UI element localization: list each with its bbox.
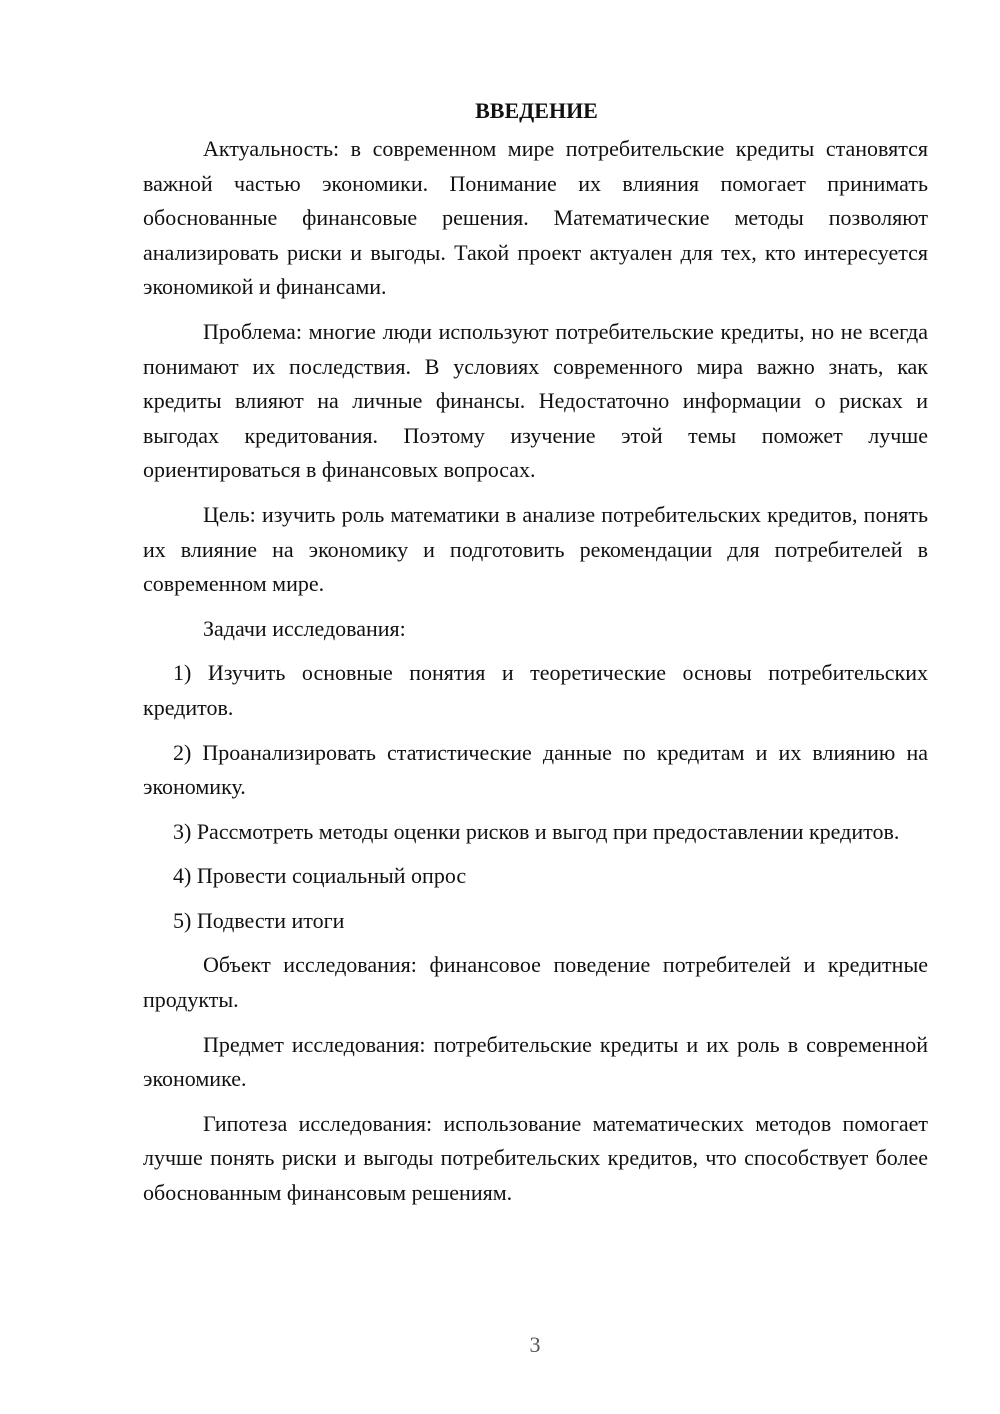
list-item: 4) Провести социальный опрос bbox=[173, 863, 467, 889]
document-page bbox=[143, 94, 928, 1221]
tasks-heading: Задачи исследования: bbox=[203, 615, 406, 641]
list-item: 5) Подвести итоги bbox=[173, 907, 345, 933]
page-number: 3 bbox=[529, 1332, 541, 1357]
paragraph-relevance: Актуальность: в современном мире потребительские кредиты становятся важной частью экономики. Понимание их влияния помогает принимать обоснованные финансовые решения. Математические методы позволяют анализировать риски и выгоды. Такой проект актуален для тех, кто интересуется экономикой и финансами. bbox=[143, 136, 928, 300]
list-item: 3) Рассмотреть методы оценки рисков и выгод при предоставлении кредитов. bbox=[173, 818, 900, 844]
paragraph-goal: Цель: изучить роль математики в анализе потребительских кредитов, понять их влияние на экономику и подготовить рекомендации для потребителей в современном мире. bbox=[143, 501, 928, 597]
tasks-list bbox=[143, 656, 928, 938]
page-title: ВВЕДЕНИЕ bbox=[475, 98, 598, 123]
paragraph-hypothesis: Гипотеза исследования: использование математических методов помогает лучше понять риски и выгоды потребительских кредитов, что способствует более обоснованным финансовым решениям. bbox=[143, 1110, 928, 1206]
paragraph-subject: Предмет исследования: потребительские кредиты и их роль в современной экономике. bbox=[143, 1031, 928, 1092]
paragraph-problem: Проблема: многие люди используют потребительские кредиты, но не всегда понимают их последствия. В условиях современного мира важно знать, как кредиты влияют на личные финансы. Недостаточно информации о рисках и выгодах кредитования. Поэтому изучение этой темы поможет лучше ориентироваться в финансовых вопросах. bbox=[143, 318, 928, 483]
paragraph-object: Объект исследования: финансовое поведение потребителей и кредитные продукты. bbox=[143, 952, 928, 1013]
list-item: 2) Проанализировать статистические данные по кредитам и их влиянию на экономику. bbox=[143, 739, 928, 800]
list-item: 1) Изучить основные понятия и теоретические основы потребительских кредитов. bbox=[143, 660, 928, 720]
